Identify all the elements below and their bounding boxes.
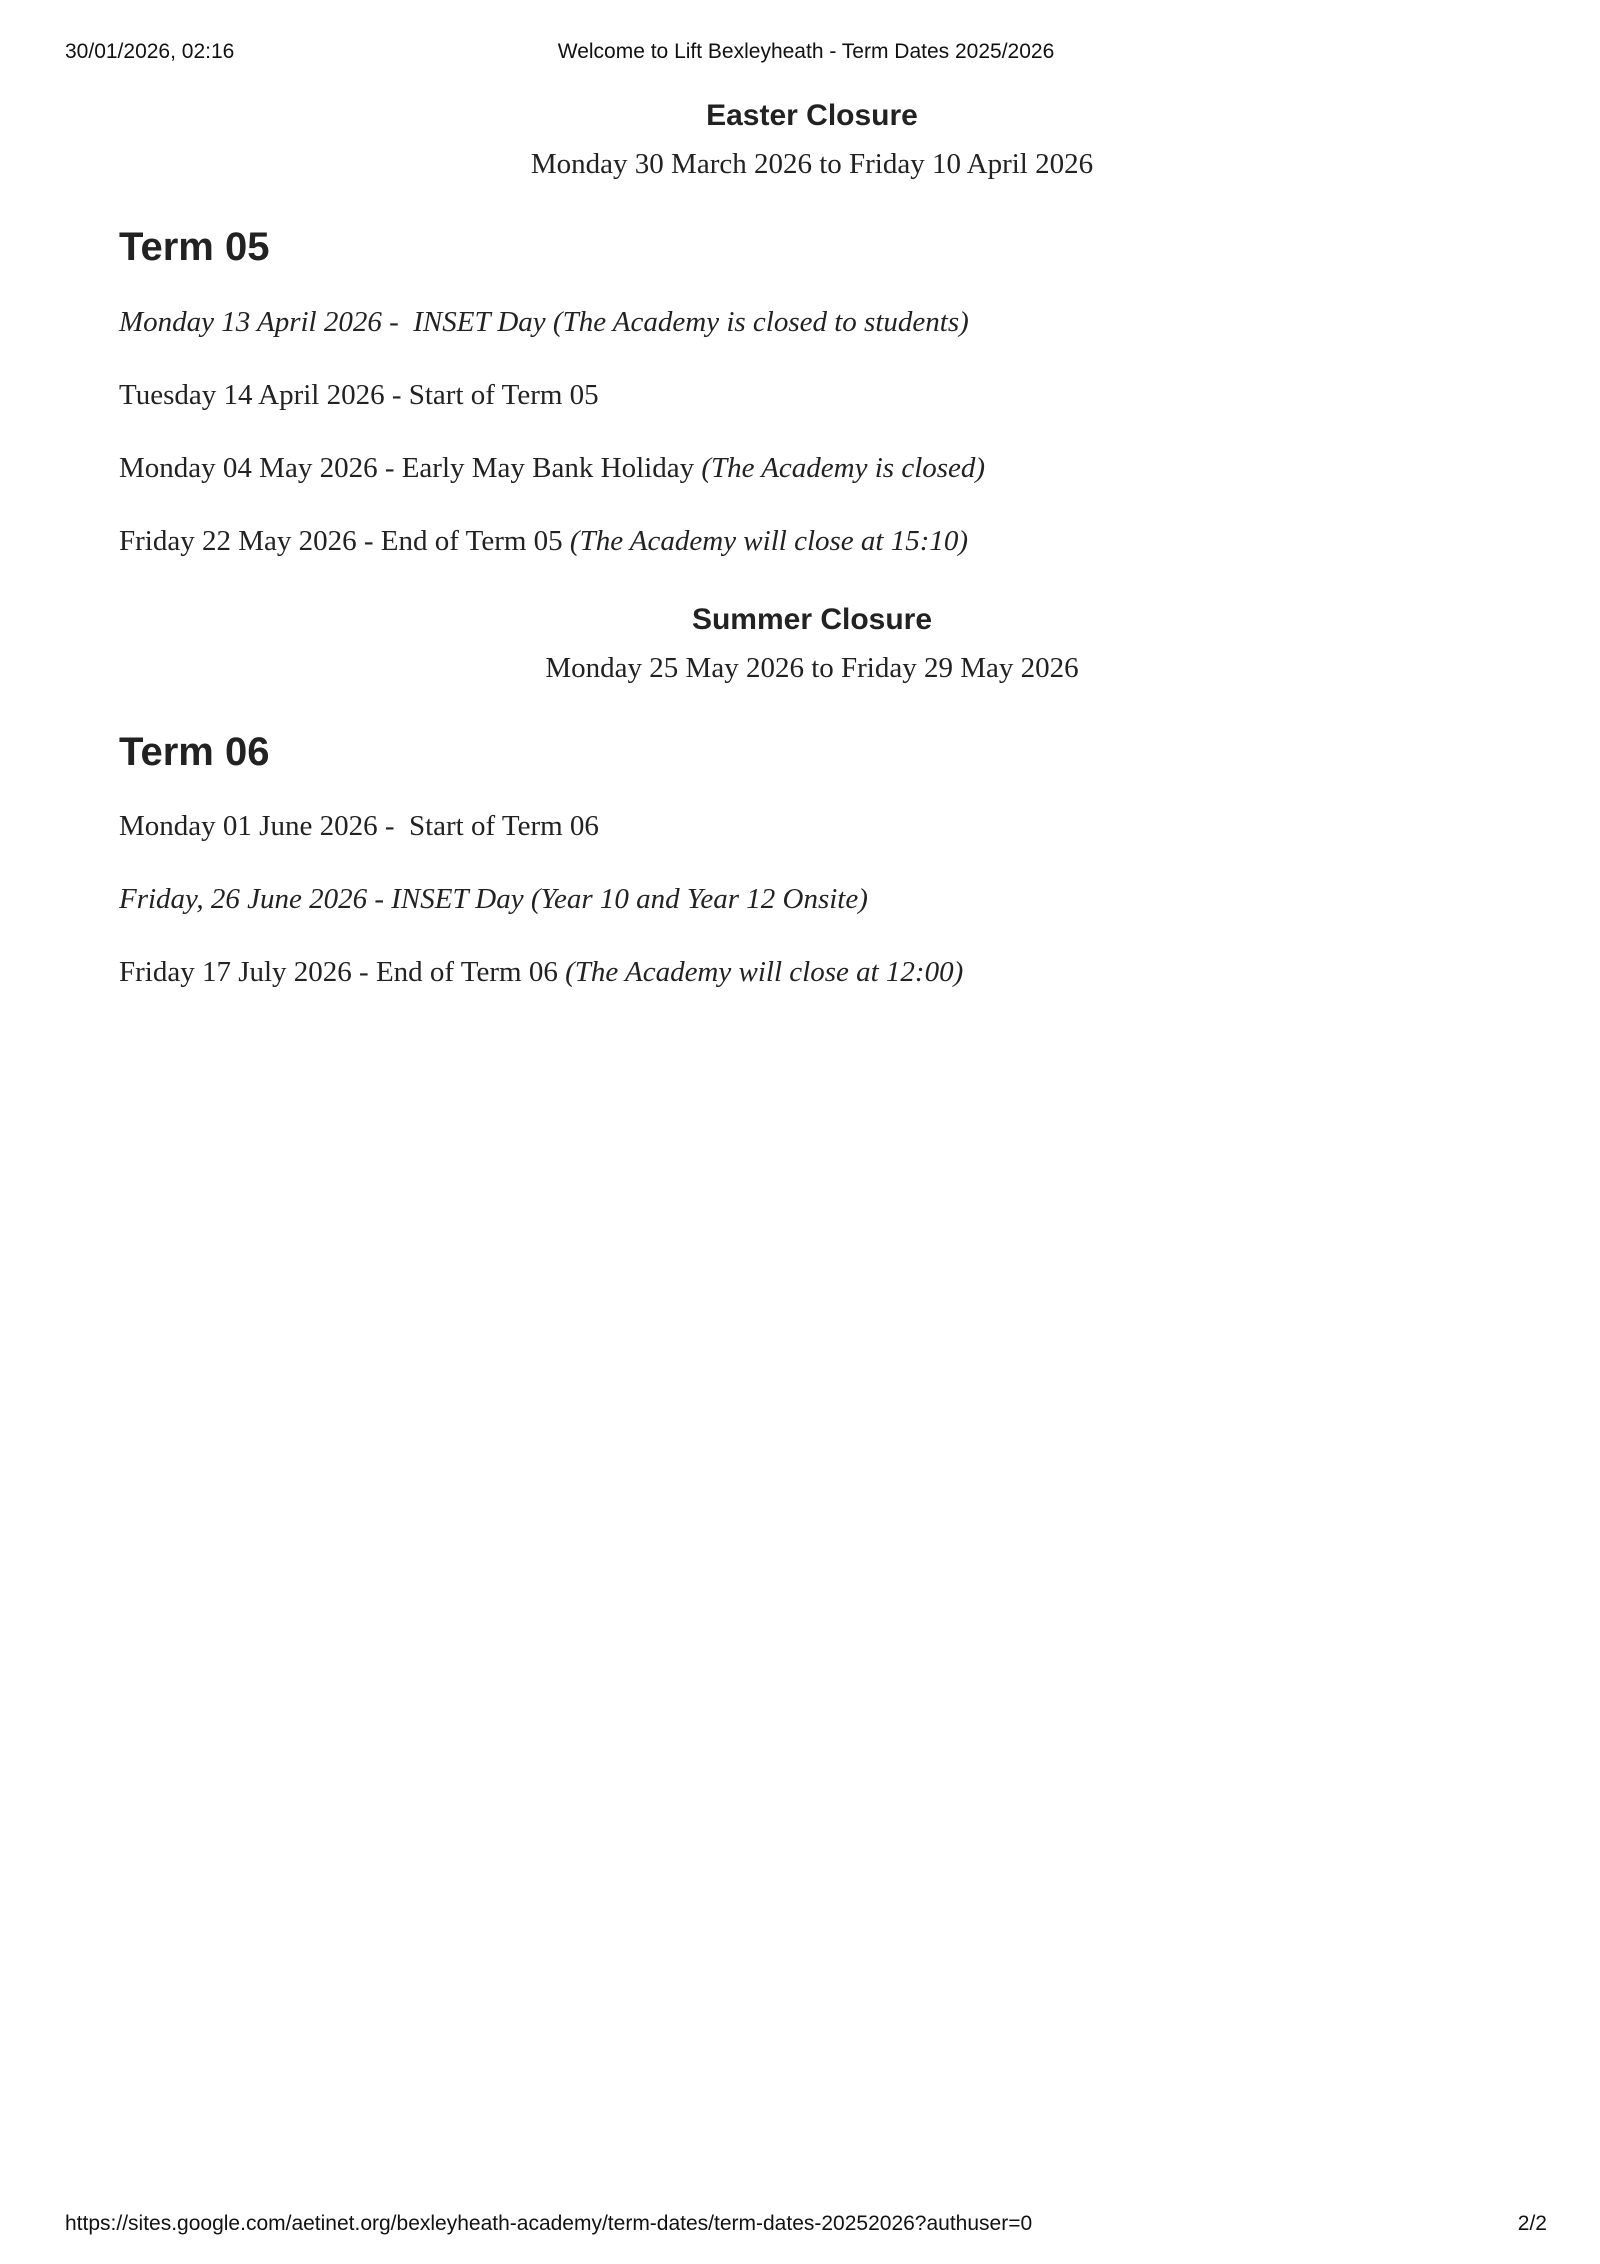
entry-text: Tuesday 14 April 2026 - Start of Term 05 — [119, 379, 599, 411]
term-05-entry-start — [119, 375, 599, 415]
print-page-number: 2/2 — [1517, 2212, 1547, 2235]
entry-note: (The Academy is closed) — [701, 452, 986, 484]
term-06-entry-inset-day — [119, 879, 868, 919]
summer-closure-dates: Monday 25 May 2026 to Friday 29 May 2026 — [545, 652, 1079, 684]
term-05-entry-bank-holiday — [119, 448, 985, 488]
summer-closure-title: Summer Closure — [691, 603, 933, 636]
entry-note: (The Academy will close at 15:10) — [569, 525, 969, 557]
term-06-entry-end — [119, 952, 963, 992]
entry-text: Friday 22 May 2026 - End of Term 05 — [119, 525, 570, 557]
term-06-heading: Term 06 — [119, 730, 270, 774]
print-footer — [65, 2212, 1547, 2242]
term-05-entry-inset-day — [119, 302, 969, 342]
term-05-heading: Term 05 — [119, 225, 270, 269]
term-06-entry-start — [119, 806, 599, 846]
entry-text: Friday 17 July 2026 - End of Term 06 — [119, 956, 566, 988]
entry-text: Monday 04 May 2026 - Early May Bank Holiday — [119, 452, 702, 484]
entry-note: (The Academy will close at 12:00) — [565, 956, 964, 988]
entry-text: Monday 13 April 2026 - INSET Day (The Academy is closed to students) — [119, 306, 969, 338]
term-05-entry-end — [119, 521, 968, 561]
entry-text: Monday 01 June 2026 - Start of Term 06 — [119, 810, 599, 842]
easter-closure-section — [0, 96, 1600, 184]
print-header — [65, 40, 1547, 70]
easter-closure-dates: Monday 30 March 2026 to Friday 10 April 2026 — [530, 148, 1094, 180]
print-page-title: Welcome to Lift Bexleyheath - Term Dates 2025/2026 — [557, 40, 1055, 63]
easter-closure-title: Easter Closure — [706, 99, 918, 132]
summer-closure-section — [0, 600, 1600, 688]
entry-text: Friday, 26 June 2026 - INSET Day (Year 10 and Year 12 Onsite) — [119, 883, 868, 915]
print-datetime: 30/01/2026, 02:16 — [65, 40, 235, 63]
print-url: https://sites.google.com/aetinet.org/bexleyheath-academy/term-dates/term-dates-20252026?authuser=0 — [65, 2212, 1033, 2235]
